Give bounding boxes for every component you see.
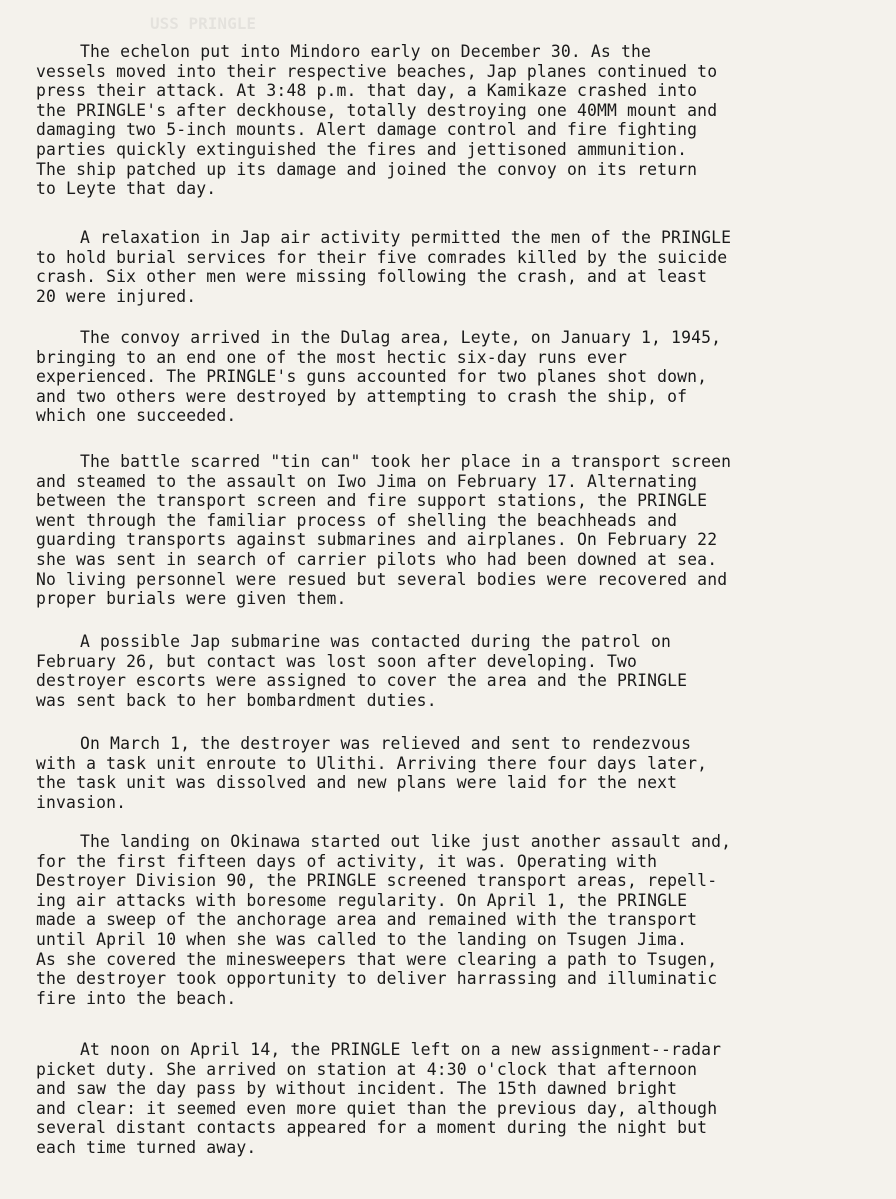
text-line: The ship patched up its damage and joined the convoy on its return — [36, 159, 698, 179]
text-line: A relaxation in Jap air activity permitted the men of the PRINGLE — [80, 228, 732, 247]
text-line: and two others were destroyed by attempting to crash the ship, of — [36, 386, 688, 406]
paragraph — [36, 328, 721, 426]
text-line: crash. Six other men were missing following the crash, and at least — [36, 267, 708, 287]
text-line: The echelon put into Mindoro early on December 30. As the — [80, 42, 652, 61]
text-line: experienced. The PRINGLE's guns accounted for two planes shot down, — [36, 367, 708, 387]
text-line: damaging two 5-inch mounts. Alert damage control and fire fighting — [36, 120, 698, 140]
paragraph — [36, 734, 707, 812]
text-line: to Leyte that day. — [36, 179, 217, 199]
text-line: the destroyer took opportunity to deliver harrassing and illuminatic — [36, 969, 718, 989]
text-line: which one succeeded. — [36, 406, 237, 426]
text-line: guarding transports against submarines and airplanes. On February 22 — [36, 530, 718, 550]
paragraph — [36, 1040, 721, 1158]
text-line: made a sweep of the anchorage area and remained with the transport — [36, 910, 698, 930]
text-line: with a task unit enroute to Ulithi. Arriving there four days later, — [36, 753, 708, 773]
text-line: and clear: it seemed even more quiet than the previous day, although — [36, 1098, 718, 1118]
paragraph — [36, 42, 717, 199]
text-line: went through the familiar process of shelling the beachheads and — [36, 510, 678, 530]
text-line: proper burials were given them. — [36, 589, 347, 609]
text-line: 20 were injured. — [36, 286, 197, 306]
paragraph — [36, 452, 731, 609]
text-line: No living personnel were resued but several bodies were recovered and — [36, 569, 728, 589]
text-line: A possible Jap submarine was contacted during the patrol on — [80, 632, 672, 651]
text-line: was sent back to her bombardment duties. — [36, 690, 437, 710]
text-line: bringing to an end one of the most hectic six-day runs ever — [36, 347, 628, 367]
text-line: each time turned away. — [36, 1137, 257, 1157]
paragraph — [36, 228, 731, 306]
text-line: several distant contacts appeared for a moment during the night but — [36, 1118, 708, 1138]
text-line: fire into the beach. — [36, 988, 237, 1008]
text-line: The convoy arrived in the Dulag area, Leyte, on January 1, 1945, — [80, 328, 722, 347]
bleed-header: USS PRINGLE — [150, 14, 256, 33]
paragraph — [36, 632, 687, 710]
text-line: for the first fifteen days of activity, it was. Operating with — [36, 851, 658, 871]
text-line: February 26, but contact was lost soon after developing. Two — [36, 651, 638, 671]
text-line: she was sent in search of carrier pilots who had been downed at sea. — [36, 549, 718, 569]
text-line: parties quickly extinguished the fires and jettisoned ammunition. — [36, 139, 688, 159]
text-line: until April 10 when she was called to the landing on Tsugen Jima. — [36, 929, 688, 949]
text-line: On March 1, the destroyer was relieved and sent to rendezvous — [80, 734, 692, 753]
text-line: and steamed to the assault on Iwo Jima on February 17. Alternating — [36, 471, 698, 491]
text-line: picket duty. She arrived on station at 4:30 o'clock that afternoon — [36, 1059, 698, 1079]
paragraph — [36, 832, 731, 1008]
text-line: the task unit was dissolved and new plans were laid for the next — [36, 773, 678, 793]
text-line: the PRINGLE's after deckhouse, totally destroying one 40MM mount and — [36, 100, 718, 120]
text-line: The battle scarred "tin can" took her place in a transport screen — [80, 452, 732, 471]
text-line: invasion. — [36, 792, 127, 812]
text-line: Destroyer Division 90, the PRINGLE screened transport areas, repell- — [36, 871, 718, 891]
text-line: As she covered the minesweepers that were clearing a path to Tsugen, — [36, 949, 718, 969]
text-line: ing air attacks with boresome regularity. On April 1, the PRINGLE — [36, 890, 688, 910]
text-line: and saw the day pass by without incident. The 15th dawned bright — [36, 1079, 678, 1099]
text-line: destroyer escorts were assigned to cover the area and the PRINGLE — [36, 671, 688, 691]
text-line: to hold burial services for their five comrades killed by the suicide — [36, 247, 728, 267]
text-line: vessels moved into their respective beaches, Jap planes continued to — [36, 61, 718, 81]
text-line: At noon on April 14, the PRINGLE left on a new assignment--radar — [80, 1040, 722, 1059]
text-line: press their attack. At 3:48 p.m. that day, a Kamikaze crashed into — [36, 81, 698, 101]
text-line: between the transport screen and fire support stations, the PRINGLE — [36, 491, 708, 511]
text-line: The landing on Okinawa started out like just another assault and, — [80, 832, 732, 851]
